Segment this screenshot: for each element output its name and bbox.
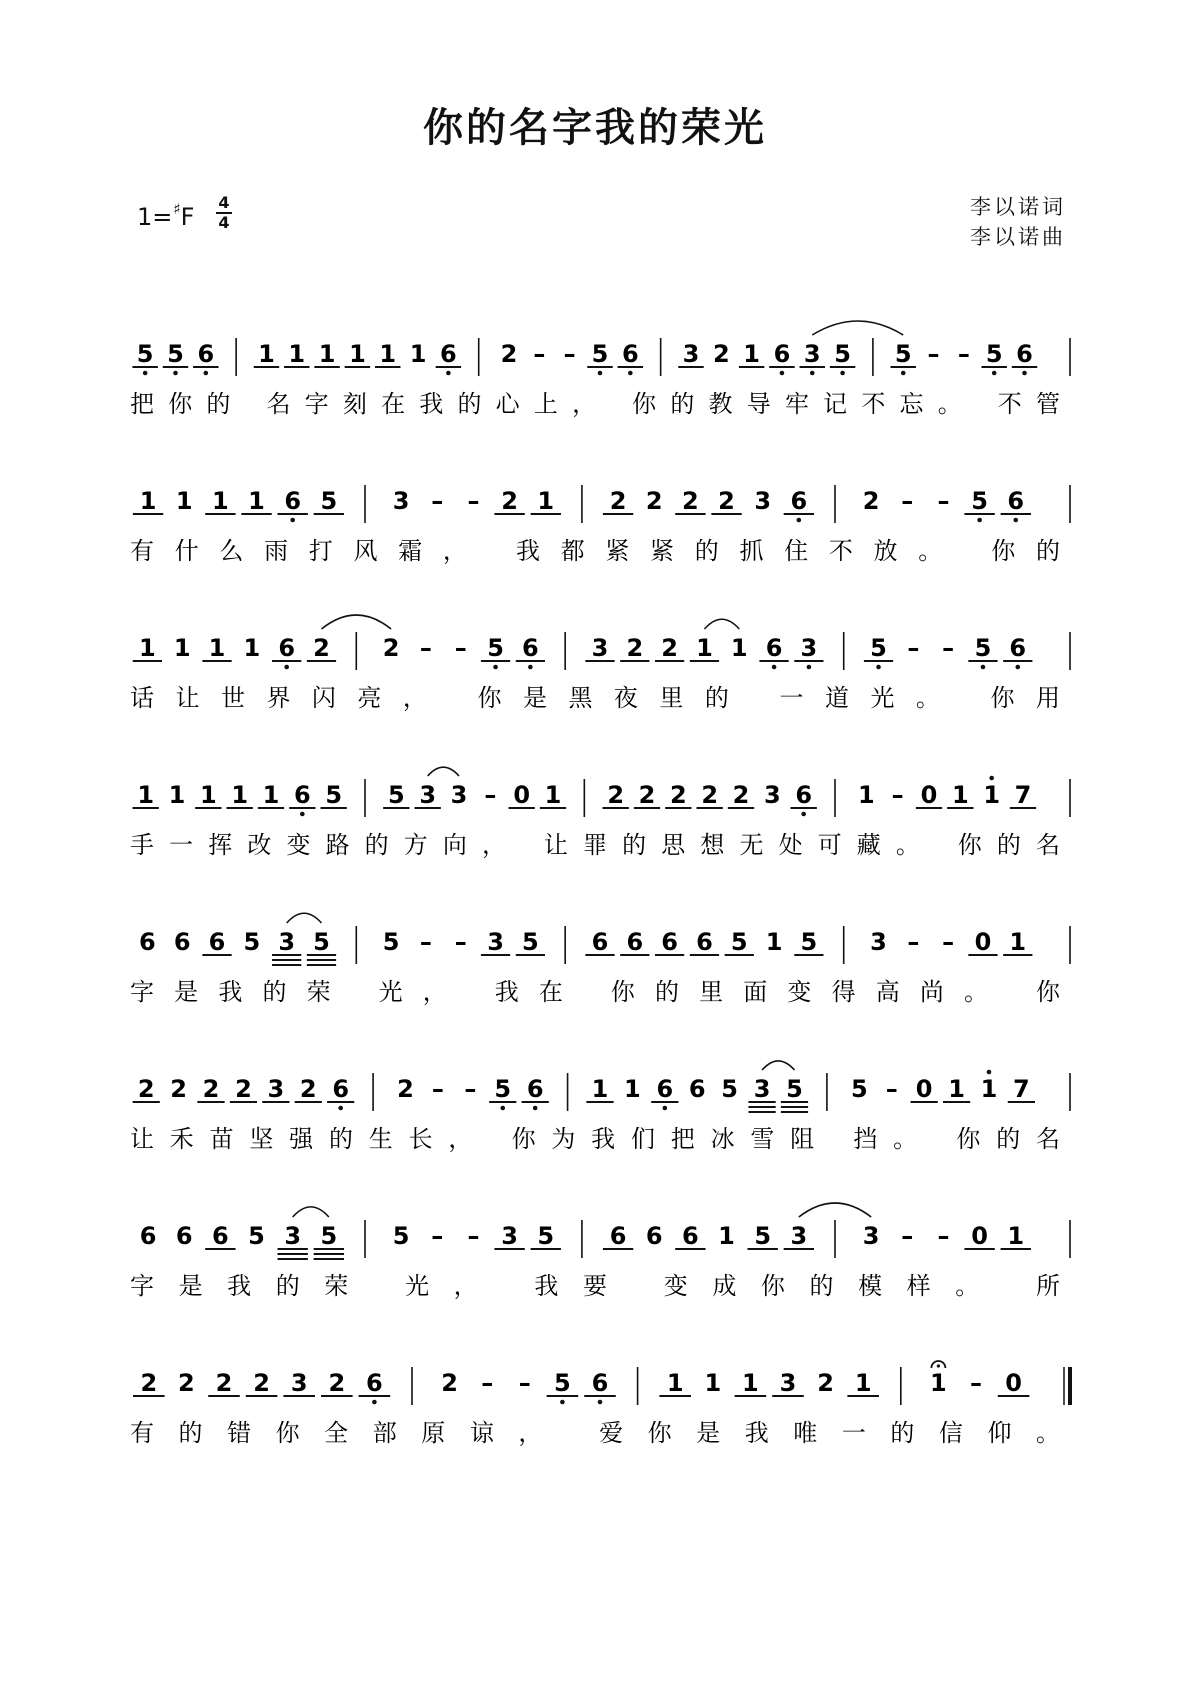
note-2: 2: [215, 1369, 233, 1397]
low-octave-dot: [901, 371, 906, 376]
low-octave-dot: [446, 371, 451, 376]
note-6: 6: [175, 1222, 193, 1250]
note-6: 6: [278, 634, 296, 662]
note-6: 6: [790, 487, 808, 515]
dash-sustain: –: [970, 1369, 982, 1397]
low-octave-dot: [992, 371, 997, 376]
note-5: 5: [313, 928, 330, 956]
note-5: 5: [248, 1222, 265, 1250]
note-3: 3: [790, 1222, 808, 1250]
note-6: 6: [366, 1369, 383, 1397]
note-1: 1: [718, 1222, 735, 1250]
low-octave-dot: [1022, 371, 1027, 376]
note-2: 2: [609, 487, 627, 515]
note-3: 3: [800, 634, 818, 662]
note-2: 2: [645, 487, 663, 515]
note-2: 2: [638, 781, 656, 809]
dash-sustain: –: [942, 928, 955, 956]
slur-arc: [799, 1203, 871, 1217]
low-octave-dot: [173, 371, 178, 376]
note-6: 6: [645, 1222, 663, 1250]
note-1: 1: [948, 1075, 965, 1103]
note-2: 2: [669, 781, 687, 809]
note-2: 2: [397, 1075, 414, 1103]
low-octave-dot: [204, 371, 209, 376]
note-1: 1: [168, 781, 186, 809]
note-5: 5: [721, 1075, 739, 1103]
note-2: 2: [862, 487, 880, 515]
note-5: 5: [800, 928, 818, 956]
note-5: 5: [325, 781, 343, 809]
note-6: 6: [661, 928, 678, 956]
note-6: 6: [688, 1075, 706, 1103]
note-1: 1: [951, 781, 969, 809]
low-octave-dot: [840, 371, 845, 376]
note-6: 6: [284, 487, 302, 515]
fermata-dot: [937, 1364, 940, 1367]
note-1: 1: [248, 487, 265, 515]
time-signature-top: 4: [218, 193, 230, 212]
note-2: 2: [137, 1075, 155, 1103]
note-6: 6: [197, 340, 215, 368]
note-0: 0: [915, 1075, 933, 1103]
note-3: 3: [682, 340, 700, 368]
dash-sustain: –: [901, 487, 914, 515]
dash-sustain: –: [419, 928, 432, 956]
low-octave-dot: [1013, 518, 1018, 523]
key-prefix: 1=: [137, 203, 173, 231]
low-octave-dot: [801, 812, 806, 817]
low-octave-dot: [300, 812, 305, 817]
note-5: 5: [537, 1222, 555, 1250]
note-5: 5: [870, 634, 887, 662]
note-1: 1: [243, 634, 261, 662]
note-1: 1: [173, 634, 191, 662]
note-2: 2: [178, 1369, 195, 1397]
note-2: 2: [607, 781, 625, 809]
lyric-line: 字是我的荣 光， 我要 变成你的模样。 所: [130, 1272, 1060, 1300]
note-3: 3: [803, 340, 821, 368]
dash-sustain: –: [467, 487, 480, 515]
note-3: 3: [753, 1075, 771, 1103]
note-1: 1: [409, 340, 427, 368]
note-5: 5: [985, 340, 1003, 368]
note-3: 3: [284, 1222, 302, 1250]
low-octave-dot: [772, 665, 777, 670]
dash-sustain: –: [454, 634, 467, 662]
high-octave-dot: [987, 1070, 992, 1075]
slur-arc: [704, 619, 739, 629]
note-1: 1: [212, 487, 229, 515]
note-3: 3: [779, 1369, 797, 1397]
note-2: 2: [732, 781, 750, 809]
note-2: 2: [718, 487, 735, 515]
lyric-line: 字是我的荣 光， 我在 你的里面变得高尚。 你: [130, 978, 1060, 1006]
time-signature-bottom: 4: [218, 213, 230, 232]
note-3: 3: [278, 928, 296, 956]
dash-sustain: –: [885, 1075, 898, 1103]
dash-sustain: –: [937, 1222, 950, 1250]
low-octave-dot: [628, 371, 633, 376]
note-2: 2: [712, 340, 730, 368]
note-1: 1: [139, 634, 156, 662]
note-1: 1: [624, 1075, 641, 1103]
dash-sustain: –: [467, 1222, 480, 1250]
note-5: 5: [971, 487, 988, 515]
note-6: 6: [173, 928, 191, 956]
low-octave-dot: [143, 371, 148, 376]
note-1: 1: [318, 340, 336, 368]
slur-arc: [762, 1061, 794, 1070]
note-6: 6: [1009, 634, 1027, 662]
note-1: 1: [854, 1369, 872, 1397]
note-0: 0: [513, 781, 531, 809]
note-2: 2: [817, 1369, 834, 1397]
note-6: 6: [795, 781, 813, 809]
note-6: 6: [656, 1075, 674, 1103]
note-6: 6: [773, 340, 791, 368]
note-6: 6: [696, 928, 713, 956]
lyric-line: 把你的 名字刻在我的心上， 你的教导牢记不忘。 不管: [130, 390, 1060, 418]
slur-arc: [293, 1207, 329, 1217]
note-6: 6: [522, 634, 539, 662]
note-5: 5: [786, 1075, 803, 1103]
note-2: 2: [299, 1075, 317, 1103]
high-octave-dot: [989, 776, 994, 781]
note-1: 1: [288, 340, 306, 368]
note-1: 1: [743, 340, 760, 368]
note-1: 1: [199, 781, 217, 809]
note-3: 3: [870, 928, 887, 956]
note-6: 6: [440, 340, 457, 368]
note-1: 1: [983, 781, 1001, 809]
slur-arc: [287, 913, 322, 923]
low-octave-dot: [500, 1106, 505, 1111]
dash-sustain: –: [431, 1075, 444, 1103]
low-octave-dot: [807, 665, 812, 670]
dash-sustain: –: [454, 928, 467, 956]
note-2: 2: [202, 1075, 220, 1103]
low-octave-dot: [533, 1106, 538, 1111]
note-5: 5: [730, 928, 748, 956]
note-1: 1: [262, 781, 280, 809]
note-1: 1: [742, 1369, 759, 1397]
lyric-line: 手一挥改变路的方向， 让罪的思想无处可藏。 你的名: [130, 831, 1060, 859]
dash-sustain: –: [927, 340, 940, 368]
dash-sustain: –: [533, 340, 546, 368]
dash-sustain: –: [937, 487, 950, 515]
note-2: 2: [661, 634, 678, 662]
low-octave-dot: [810, 371, 815, 376]
dash-sustain: –: [464, 1075, 477, 1103]
note-1: 1: [379, 340, 397, 368]
note-1: 1: [349, 340, 366, 368]
key-tonic: F: [180, 203, 195, 231]
note-3: 3: [501, 1222, 518, 1250]
low-octave-dot: [560, 1400, 565, 1405]
note-3: 3: [487, 928, 504, 956]
note-1: 1: [930, 1369, 947, 1397]
note-6: 6: [682, 1222, 699, 1250]
note-6: 6: [526, 1075, 544, 1103]
note-5: 5: [167, 340, 184, 368]
note-6: 6: [332, 1075, 350, 1103]
note-2: 2: [140, 1369, 158, 1397]
low-octave-dot: [977, 518, 982, 523]
note-1: 1: [591, 1075, 609, 1103]
composer-credit: 李以诺曲: [970, 225, 1066, 249]
dash-sustain: –: [901, 1222, 914, 1250]
low-octave-dot: [797, 518, 802, 523]
song-title: 你的名字我的荣光: [423, 104, 767, 151]
low-octave-dot: [528, 665, 533, 670]
note-1: 1: [730, 634, 748, 662]
note-6: 6: [1016, 340, 1033, 368]
slur-arc: [812, 321, 903, 335]
note-3: 3: [862, 1222, 880, 1250]
low-octave-dot: [598, 1400, 603, 1405]
note-0: 0: [920, 781, 938, 809]
note-0: 0: [971, 1222, 988, 1250]
dash-sustain: –: [419, 634, 432, 662]
note-3: 3: [267, 1075, 285, 1103]
note-1: 1: [666, 1369, 684, 1397]
note-5: 5: [522, 928, 539, 956]
lyric-line: 有的错你全部原谅， 爱你是我唯一的信仰。: [130, 1419, 1060, 1447]
note-2: 2: [170, 1075, 187, 1103]
note-7: 7: [1013, 1075, 1030, 1103]
note-1: 1: [208, 634, 226, 662]
dash-sustain: –: [891, 781, 904, 809]
note-5: 5: [487, 634, 504, 662]
note-2: 2: [626, 634, 644, 662]
note-2: 2: [500, 340, 518, 368]
note-6: 6: [591, 928, 609, 956]
note-5: 5: [754, 1222, 772, 1250]
note-5: 5: [392, 1222, 410, 1250]
dash-sustain: –: [942, 634, 955, 662]
low-octave-dot: [780, 371, 785, 376]
low-octave-dot: [493, 665, 498, 670]
note-2: 2: [235, 1075, 252, 1103]
note-6: 6: [139, 1222, 157, 1250]
note-1: 1: [139, 487, 157, 515]
note-6: 6: [212, 1222, 229, 1250]
low-octave-dot: [284, 665, 289, 670]
note-5: 5: [243, 928, 261, 956]
note-3: 3: [419, 781, 437, 809]
low-octave-dot: [338, 1106, 343, 1111]
note-5: 5: [974, 634, 992, 662]
dash-sustain: –: [484, 781, 497, 809]
note-3: 3: [591, 634, 609, 662]
note-2: 2: [682, 487, 699, 515]
note-6: 6: [139, 928, 156, 956]
note-1: 1: [980, 1075, 998, 1103]
low-octave-dot: [1015, 665, 1020, 670]
dash-sustain: –: [957, 340, 970, 368]
note-1: 1: [544, 781, 562, 809]
lyric-line: 让禾苗坚强的生长， 你为我们把冰雪阻 挡。 你的名: [130, 1125, 1060, 1153]
slur-arc: [321, 615, 391, 629]
low-octave-dot: [663, 1106, 668, 1111]
dash-sustain: –: [907, 634, 920, 662]
dash-sustain: –: [431, 1222, 444, 1250]
dash-sustain: –: [563, 340, 576, 368]
note-5: 5: [591, 340, 609, 368]
dash-sustain: –: [481, 1369, 494, 1397]
note-1: 1: [175, 487, 193, 515]
note-2: 2: [313, 634, 330, 662]
note-1: 1: [704, 1369, 722, 1397]
note-6: 6: [626, 928, 644, 956]
dash-sustain: –: [431, 487, 444, 515]
note-5: 5: [834, 340, 851, 368]
note-2: 2: [501, 487, 518, 515]
note-6: 6: [1007, 487, 1025, 515]
low-octave-dot: [981, 665, 986, 670]
note-6: 6: [293, 781, 311, 809]
note-6: 6: [621, 340, 639, 368]
note-1: 1: [137, 781, 155, 809]
note-5: 5: [320, 487, 338, 515]
note-3: 3: [450, 781, 468, 809]
note-6: 6: [591, 1369, 609, 1397]
low-octave-dot: [876, 665, 881, 670]
note-5: 5: [382, 928, 400, 956]
note-2: 2: [253, 1369, 270, 1397]
note-6: 6: [609, 1222, 627, 1250]
lyricist-credit: 李以诺词: [970, 195, 1066, 219]
note-5: 5: [494, 1075, 512, 1103]
lyric-line: 话让世界闪亮， 你是黑夜里的 一道光。 你用: [130, 684, 1060, 712]
note-3: 3: [392, 487, 410, 515]
note-6: 6: [208, 928, 226, 956]
note-2: 2: [328, 1369, 346, 1397]
note-1: 1: [258, 340, 275, 368]
sharp-sign: ♯: [173, 200, 181, 218]
note-3: 3: [290, 1369, 308, 1397]
note-1: 1: [857, 781, 875, 809]
note-7: 7: [1014, 781, 1032, 809]
slur-arc: [428, 767, 459, 776]
note-5: 5: [850, 1075, 868, 1103]
note-5: 5: [320, 1222, 338, 1250]
note-5: 5: [136, 340, 154, 368]
dash-sustain: –: [907, 928, 920, 956]
note-3: 3: [763, 781, 781, 809]
note-1: 1: [1007, 1222, 1025, 1250]
low-octave-dot: [290, 518, 295, 523]
note-5: 5: [554, 1369, 571, 1397]
low-octave-dot: [598, 371, 603, 376]
note-5: 5: [894, 340, 912, 368]
note-3: 3: [754, 487, 772, 515]
note-1: 1: [231, 781, 249, 809]
note-0: 0: [974, 928, 992, 956]
note-2: 2: [441, 1369, 458, 1397]
low-octave-dot: [372, 1400, 377, 1405]
note-1: 1: [1009, 928, 1027, 956]
note-2: 2: [382, 634, 400, 662]
note-1: 1: [537, 487, 555, 515]
dash-sustain: –: [518, 1369, 531, 1397]
note-1: 1: [765, 928, 783, 956]
note-1: 1: [696, 634, 713, 662]
lyric-line: 有什么雨打风霜， 我都紧紧的抓住不放。 你的: [130, 537, 1060, 565]
note-5: 5: [387, 781, 405, 809]
note-0: 0: [1005, 1369, 1022, 1397]
note-6: 6: [765, 634, 783, 662]
note-2: 2: [701, 781, 719, 809]
